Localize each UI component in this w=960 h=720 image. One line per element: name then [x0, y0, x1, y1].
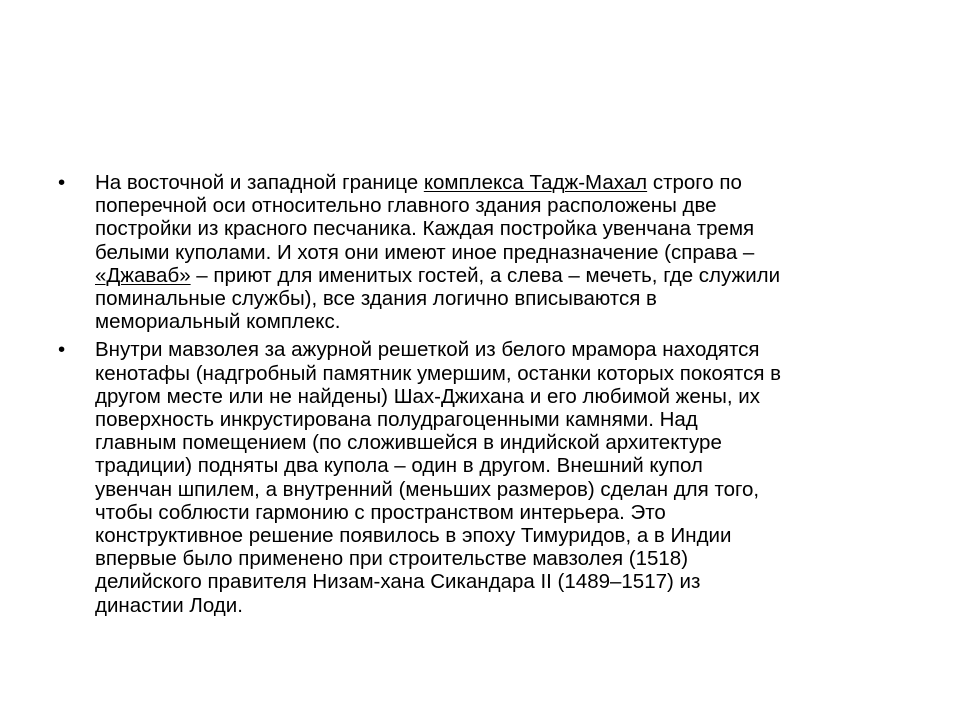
text-run: чтобы соблюсти гармонию с пространством интерьера. Это — [95, 500, 666, 524]
text-run: конструктивное решение появилось в эпоху Тимуридов, а в Индии — [95, 524, 732, 548]
text-run: строго по — [647, 171, 742, 194]
hyperlink[interactable]: комплекса Тадж-Махал — [423, 171, 648, 194]
text-run: другом месте или не найдены) Шах-Джихана и его любимой жены, их — [95, 384, 760, 408]
text-run: делийского правителя Низам-хана Сикандара II (1489–1517) из — [95, 570, 701, 594]
paragraph-line — [95, 310, 908, 333]
text-run: мемориальный комплекс. — [95, 310, 341, 334]
paragraph-line — [95, 362, 908, 385]
text-run: увенчан шпилем, а внутренний (меньших размеров) сделан для того, — [95, 477, 760, 501]
text-run: поверхность инкрустирована полудрагоценными камнями. Над — [95, 408, 698, 432]
paragraph-line — [95, 547, 908, 570]
paragraph-line — [95, 385, 908, 408]
paragraph-line — [95, 287, 908, 310]
hyperlink[interactable]: «Джаваб» — [95, 263, 191, 287]
bullet-paragraph — [95, 171, 908, 333]
text-run: главным помещением (по сложившейся в индийской архитектуре — [95, 431, 722, 455]
paragraph-line — [95, 171, 908, 194]
paragraph-line — [95, 478, 908, 501]
bullet-item — [58, 338, 908, 616]
text-run: впервые было применено при строительстве мавзолея (1518) — [95, 547, 689, 571]
paragraph-line — [95, 501, 908, 524]
text-run: династии Лоди. — [95, 593, 243, 617]
paragraph-line — [95, 241, 908, 264]
paragraph-line — [95, 454, 908, 477]
paragraph-line — [95, 408, 908, 431]
paragraph-line — [95, 594, 908, 617]
paragraph-line — [95, 431, 908, 454]
bullet-item — [58, 171, 908, 333]
text-run: кенотафы (надгробный памятник умершим, останки которых покоятся в — [95, 361, 782, 385]
text-run: поперечной оси относительно главного здания расположены две — [95, 194, 717, 218]
paragraph-line — [95, 524, 908, 547]
bullet-list — [58, 171, 908, 622]
paragraph-line — [95, 338, 908, 361]
text-run: Внутри мавзолея за ажурной решеткой из белого мрамора находятся — [95, 338, 760, 362]
paragraph-line — [95, 264, 908, 287]
text-run: традиции) подняты два купола – один в другом. Внешний купол — [95, 454, 703, 478]
bullet-paragraph — [95, 338, 908, 616]
text-run: постройки из красного песчаника. Каждая постройка увенчана тремя — [95, 217, 755, 241]
text-run: На восточной и западной границе — [95, 171, 424, 194]
paragraph-line — [95, 570, 908, 593]
bullet-mark: • — [58, 338, 66, 362]
paragraph-line — [95, 217, 908, 240]
bullet-mark: • — [58, 171, 66, 194]
text-run: поминальные службы), все здания логично вписываются в — [95, 287, 657, 311]
paragraph-line — [95, 194, 908, 217]
text-run: белыми куполами. И хотя они имеют иное предназначение (справа – — [95, 240, 755, 264]
text-run: – приют для именитых гостей, а слева – мечеть, где служили — [190, 263, 781, 287]
